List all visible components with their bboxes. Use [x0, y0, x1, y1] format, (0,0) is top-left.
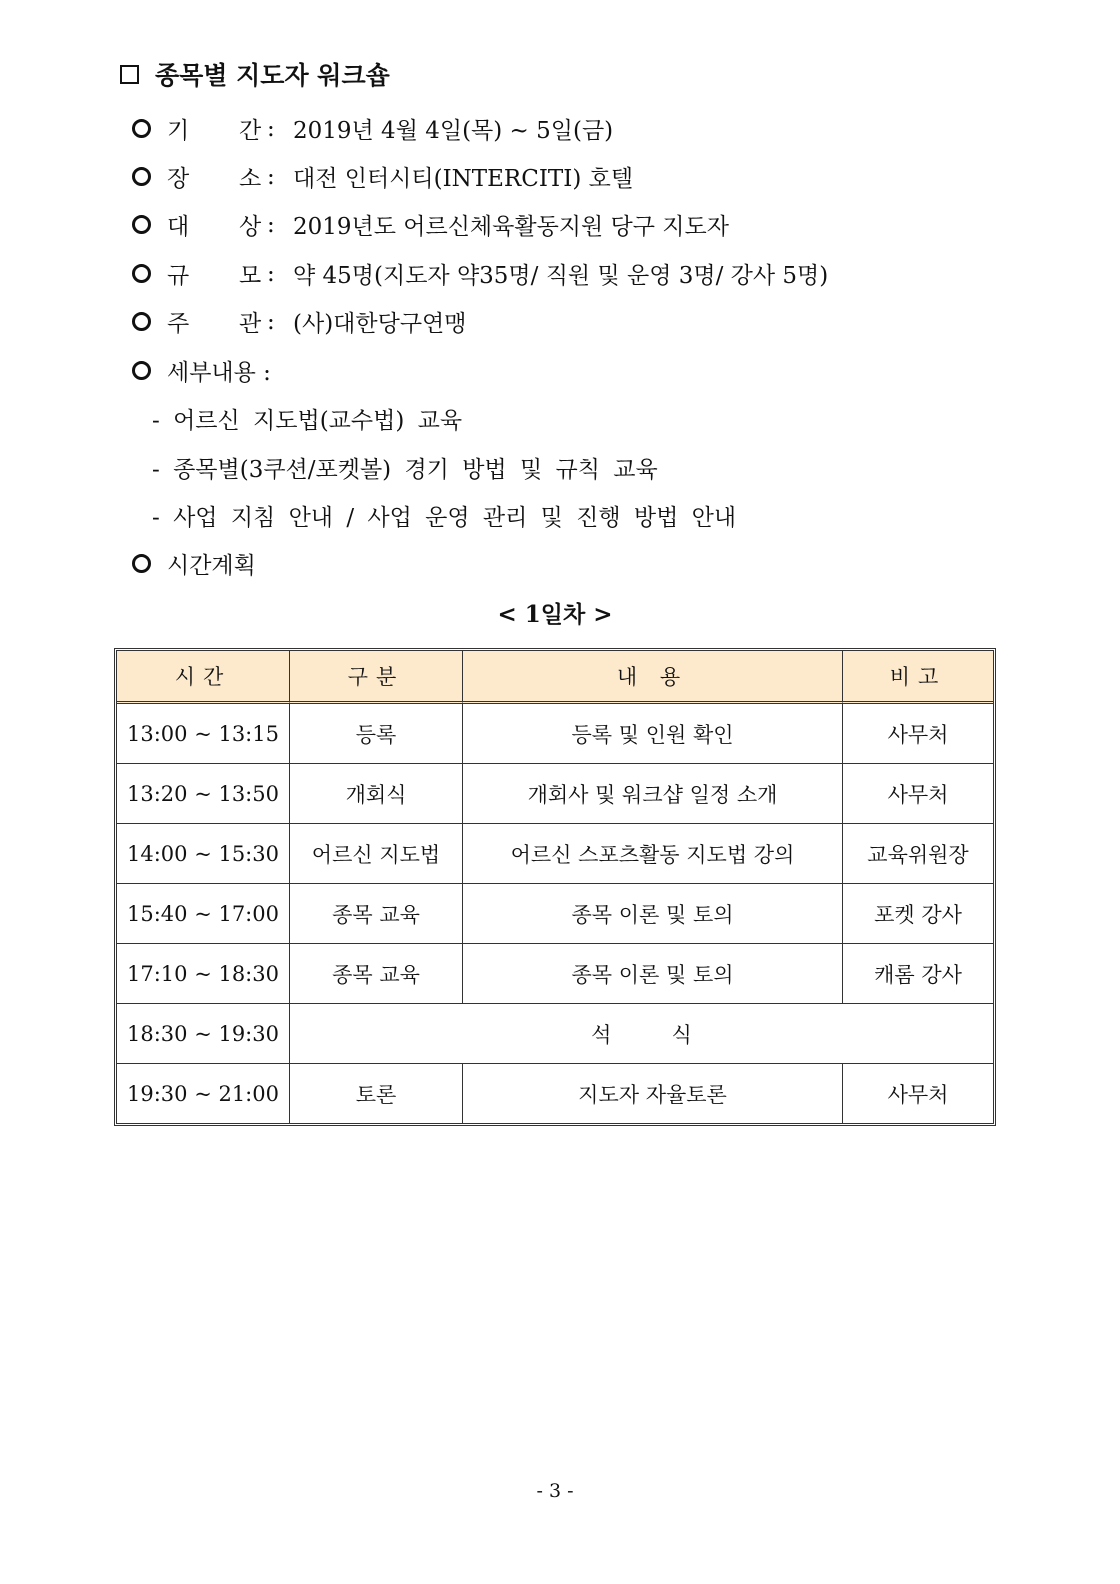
info-target — [132, 208, 729, 241]
cell-note: 캐롬 강사 — [843, 944, 993, 1004]
info-value: (사)대한당구연맹 — [293, 311, 467, 337]
cell-time: 17:10 ~ 18:30 — [117, 944, 290, 1004]
cell-time: 13:20 ~ 13:50 — [117, 764, 290, 824]
colon: : — [267, 211, 275, 238]
cell-time: 13:00 ~ 13:15 — [117, 704, 290, 764]
info-time-plan — [132, 547, 256, 580]
table-row — [117, 1064, 993, 1123]
colon: : — [267, 308, 275, 335]
info-details — [132, 354, 271, 387]
circle-bullet-icon — [132, 554, 151, 573]
table-header-row — [117, 651, 993, 704]
colon: : — [267, 163, 275, 190]
info-label: 관 — [239, 311, 262, 337]
square-bullet-icon — [120, 65, 139, 84]
header-time: 시간 — [117, 651, 290, 704]
info-value: 2019년도 어르신체육활동지원 당구 지도자 — [293, 214, 729, 240]
page-number: - 3 - — [536, 1480, 574, 1502]
info-period — [132, 112, 613, 145]
details-item: - 어르신 지도법(교수법) 교육 — [152, 408, 463, 434]
cell-time: 18:30 ~ 19:30 — [117, 1004, 290, 1064]
cell-time: 14:00 ~ 15:30 — [117, 824, 290, 884]
info-scale — [132, 257, 828, 290]
cell-category: 등록 — [290, 704, 463, 764]
cell-category: 종목 교육 — [290, 884, 463, 944]
circle-bullet-icon — [132, 119, 151, 138]
info-label: 간 — [239, 118, 262, 144]
table-row — [117, 1004, 993, 1064]
cell-content: 등록 및 인원 확인 — [463, 704, 843, 764]
circle-bullet-icon — [132, 167, 151, 186]
table-row — [117, 824, 993, 884]
circle-bullet-icon — [132, 312, 151, 331]
circle-bullet-icon — [132, 215, 151, 234]
info-label: 소 — [239, 166, 262, 192]
details-item: - 사업 지침 안내 / 사업 운영 관리 및 진행 방법 안내 — [152, 505, 737, 531]
cell-category: 종목 교육 — [290, 944, 463, 1004]
info-venue — [132, 160, 633, 193]
details-item: - 종목별(3쿠션/포켓볼) 경기 방법 및 규칙 교육 — [152, 457, 658, 483]
cell-note: 교육위원장 — [843, 824, 993, 884]
info-label: 기 — [167, 118, 190, 144]
cell-time: 19:30 ~ 21:00 — [117, 1064, 290, 1123]
info-label: 상 — [239, 214, 262, 240]
cell-category: 토론 — [290, 1064, 463, 1123]
cell-content: 지도자 자율토론 — [463, 1064, 843, 1123]
colon: : — [267, 115, 275, 142]
header-content: 내 용 — [463, 651, 843, 704]
circle-bullet-icon — [132, 361, 151, 380]
colon: : — [267, 260, 275, 287]
header-category: 구분 — [290, 651, 463, 704]
cell-note: 사무처 — [843, 704, 993, 764]
table-row — [117, 944, 993, 1004]
info-value: 대전 인터시티(INTERCITI) 호텔 — [293, 166, 634, 192]
cell-content: 개회사 및 워크샵 일정 소개 — [463, 764, 843, 824]
info-label: 모 — [239, 263, 262, 289]
cell-content: 어르신 스포츠활동 지도법 강의 — [463, 824, 843, 884]
cell-merged: 석 식 — [290, 1004, 993, 1064]
info-value: 2019년 4월 4일(목) ~ 5일(금) — [293, 118, 614, 144]
cell-note: 포켓 강사 — [843, 884, 993, 944]
info-organizer — [132, 305, 466, 338]
time-plan-label: 시간계획 — [167, 553, 256, 579]
cell-category: 개회식 — [290, 764, 463, 824]
cell-note: 사무처 — [843, 764, 993, 824]
cell-category: 어르신 지도법 — [290, 824, 463, 884]
table-row — [117, 704, 993, 764]
cell-content: 종목 이론 및 토의 — [463, 944, 843, 1004]
day-title: < 1일차 > — [497, 601, 613, 628]
header-note: 비고 — [843, 651, 993, 704]
section-title-text: 종목별 지도자 워크숍 — [155, 61, 390, 90]
section-title — [120, 56, 390, 92]
details-label: 세부내용 : — [167, 360, 271, 386]
info-label: 장 — [167, 166, 190, 192]
cell-time: 15:40 ~ 17:00 — [117, 884, 290, 944]
info-label: 규 — [167, 263, 190, 289]
cell-note: 사무처 — [887, 1082, 949, 1107]
schedule-table — [114, 648, 996, 1126]
info-value: 약 45명(지도자 약35명/ 직원 및 운영 3명/ 강사 5명) — [293, 263, 829, 289]
circle-bullet-icon — [132, 264, 151, 283]
info-label: 대 — [167, 214, 190, 240]
cell-content: 종목 이론 및 토의 — [463, 884, 843, 944]
info-label: 주 — [167, 311, 190, 337]
table-row — [117, 764, 993, 824]
table-row — [117, 884, 993, 944]
